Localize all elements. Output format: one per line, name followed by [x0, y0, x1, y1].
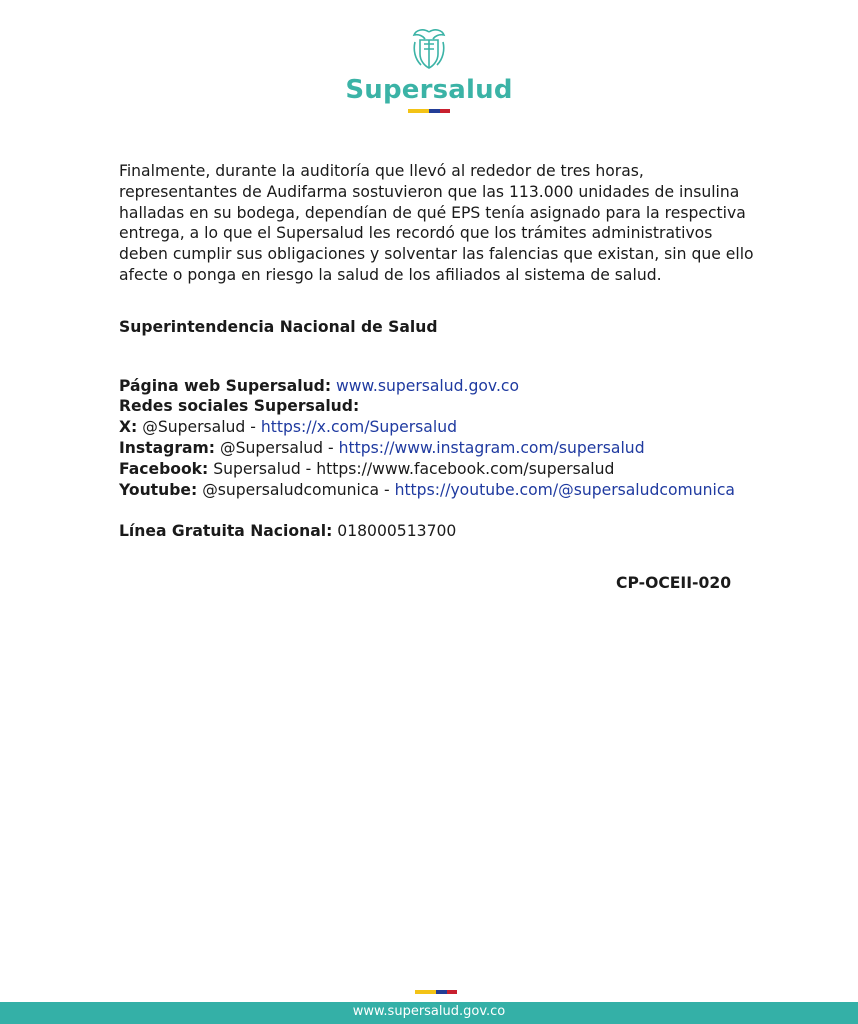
instagram-line [119, 438, 759, 459]
page-header [0, 26, 858, 113]
contact-block [119, 376, 759, 501]
instagram-label: Instagram: [119, 438, 216, 457]
document-code: CP-OCEII-020 [616, 574, 732, 592]
phone-number: 018000513700 [337, 522, 457, 541]
social-label: Redes sociales Supersalud: [119, 397, 360, 416]
web-label: Página web Supersalud: [119, 376, 332, 395]
youtube-link[interactable]: https://youtube.com/@supersaludcomunica [394, 480, 735, 499]
brand-name: Supersalud [345, 75, 513, 105]
phone-label: Línea Gratuita Nacional: [119, 522, 333, 541]
web-link[interactable]: www.supersalud.gov.co [336, 376, 520, 395]
footer-url[interactable]: www.supersalud.gov.co [352, 1004, 506, 1019]
facebook-line [119, 459, 759, 480]
instagram-handle: @Supersalud - [220, 438, 339, 457]
x-label: X: [119, 418, 138, 437]
x-line [119, 417, 759, 438]
coat-of-arms-icon [407, 26, 451, 72]
footer-bar [0, 1002, 858, 1024]
flag-stripe [408, 109, 450, 113]
web-line [119, 376, 759, 397]
facebook-text: Supersalud - https://www.facebook.com/supersalud [213, 459, 615, 478]
footer-flag-stripe [415, 990, 457, 994]
facebook-label: Facebook: [119, 459, 209, 478]
body-paragraph: Finalmente, durante la auditoría que llevó al rededor de tres horas, representantes de Audifarma sostuvieron que las 113.000 unidades de insulina halladas en su bodega, dependían de qué EPS tenía asignado para la respectiva entrega, a lo que el Supersalud les recordó que los trámites administrativos deben cumplir sus obligaciones y solventar las falencias que existan, sin que ello afecte o ponga en riesgo la salud de los afiliados al sistema de salud. [119, 162, 754, 284]
x-link[interactable]: https://x.com/Supersalud [260, 418, 457, 437]
phone-line [119, 521, 759, 542]
youtube-line [119, 480, 759, 501]
x-handle: @Supersalud - [142, 418, 261, 437]
social-line [119, 396, 759, 417]
youtube-handle: @supersaludcomunica - [202, 480, 395, 499]
document-body [119, 161, 759, 542]
org-name: Superintendencia Nacional de Salud [119, 317, 438, 336]
youtube-label: Youtube: [119, 480, 198, 499]
instagram-link[interactable]: https://www.instagram.com/supersalud [338, 438, 645, 457]
